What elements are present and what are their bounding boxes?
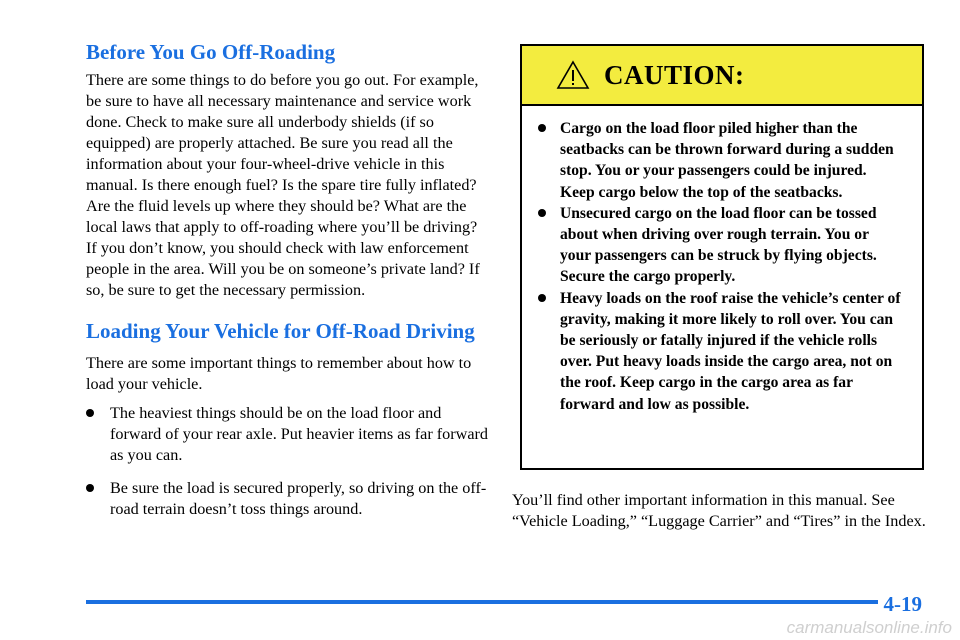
paragraph-before-off-roading: There are some things to do before you go out. For example, be sure to have all necessary maintenance and service work done. Check to make sure all underbody shields (if so equipped) are properly attached. Be sure you read all the information about your four-wheel-drive vehicle in this manual. Is there enough fuel? Is the spare tire fully inflated? Are the fluid levels up where they should be? What are the local laws that apply to off-roading where you’ll be driving? If you don’t know, you should check with law enforcement people in the area. Will you be on someone’s private land? If so, be sure to get the necessary permission.: [86, 71, 480, 299]
list-item: [538, 203, 902, 288]
list-item-text: Be sure the load is secured properly, so driving on the off-road terrain doesn’t toss things around.: [110, 479, 487, 518]
footer-rule: [86, 600, 878, 604]
list-item-text: Heavy loads on the roof raise the vehicle’s center of gravity, making it more likely to roll over. You can be seriously or fatally injured if the vehicle rolls over. Put heavy loads inside the cargo area, not on the roof. Keep cargo in the cargo area as far forward and low as possible.: [560, 289, 901, 413]
bullet-icon: [86, 409, 94, 417]
caution-box: [520, 44, 924, 470]
page-number: 4-19: [883, 592, 922, 616]
caution-header: [522, 46, 922, 106]
bullet-icon: [538, 294, 546, 302]
list-item-text: The heaviest things should be on the load floor and forward of your rear axle. Put heavier items as far forward as you can.: [110, 404, 488, 464]
list-item-text: Unsecured cargo on the load floor can be tossed about when driving over rough terrain. You or your passengers can be struck by flying objects. Secure the cargo properly.: [560, 204, 877, 286]
paragraph-more-info: You’ll find other important information in this manual. See “Vehicle Loading,” “Luggage Carrier” and “Tires” in the Index.: [512, 491, 926, 530]
paragraph-loading-intro: There are some important things to remember about how to load your vehicle.: [86, 354, 472, 393]
warning-triangle-icon: [556, 60, 590, 90]
caution-title: CAUTION:: [604, 59, 745, 90]
watermark: carmanualsonline.info: [786, 618, 952, 637]
list-item-text: Cargo on the load floor piled higher than the seatbacks can be thrown forward during a sudden stop. You or your passengers could be injured. Keep cargo below the top of the seatbacks.: [560, 120, 894, 201]
bullet-icon: [538, 209, 546, 217]
loading-bullet-list: [86, 403, 492, 520]
bullet-icon: [538, 124, 546, 132]
list-item: [86, 403, 492, 466]
caution-bullet-list: [522, 106, 922, 415]
bullet-icon: [86, 484, 94, 492]
list-item: [86, 478, 492, 520]
list-item: [538, 118, 902, 203]
left-column: [86, 40, 492, 532]
section-heading-before-off-roading: Before You Go Off-Roading: [86, 40, 336, 64]
section-heading-loading-vehicle: Loading Your Vehicle for Off-Road Driving: [86, 319, 475, 343]
list-item: [538, 288, 902, 415]
